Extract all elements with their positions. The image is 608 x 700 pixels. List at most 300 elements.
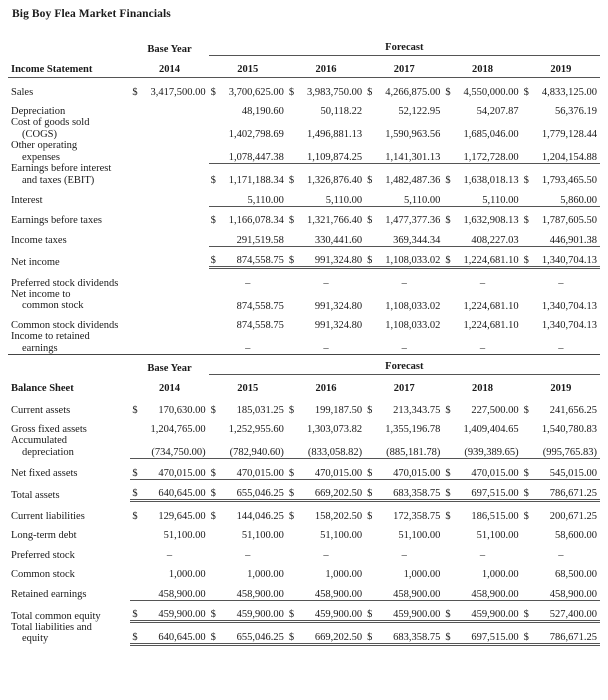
table-cell-value: 1,779,128.44 (541, 129, 597, 141)
table-cell-value: (782,940.60) (209, 435, 287, 458)
table-cell-value: $ 640,645.00 (130, 622, 208, 645)
currency-symbol: $ (367, 404, 373, 416)
table-cell-value: 408,227.03 (443, 226, 521, 246)
table-cell-value: 1,224,681.10 (463, 300, 519, 312)
table-cell-value: $ 1,321,766.40 (287, 206, 365, 226)
table-cell-value: 874,558.75 (236, 320, 284, 332)
currency-symbol: $ (367, 86, 373, 98)
row-label-line1: Earnings before interest (11, 163, 112, 175)
row-label: Total common equity (11, 610, 101, 622)
table-cell-value: – (323, 549, 329, 561)
table-row (8, 312, 600, 332)
table-row (8, 186, 600, 206)
table-cell-value: $ 129,645.00 (132, 510, 206, 522)
table-row (8, 226, 600, 246)
currency-symbol: $ (210, 510, 216, 522)
currency-symbol: $ (445, 404, 451, 416)
table-cell-value: 991,324.80 (314, 300, 363, 312)
table-cell-value: 1,078,447.38 (209, 140, 287, 163)
row-label: Preferred stock (11, 549, 75, 561)
table-cell-value (130, 140, 208, 163)
table-cell-value: 56,376.19 (555, 106, 597, 117)
table-cell-value: – (323, 277, 329, 289)
table-row (8, 541, 600, 561)
table-row (8, 416, 600, 436)
table-cell-value: 1,355,196.78 (385, 424, 441, 436)
table-cell-value: $ 3,417,500.00 (132, 86, 206, 98)
table-row (8, 163, 600, 186)
table-cell-value: $ 4,266,875.00 (367, 86, 441, 98)
currency-symbol: $ (132, 86, 138, 98)
year-header-2018: 2018 (472, 64, 494, 75)
table-cell-value: $ 185,031.25 (210, 404, 284, 416)
row-label: Long-term debt (11, 530, 77, 542)
currency-symbol: $ (523, 86, 529, 98)
table-cell-value (130, 312, 208, 332)
table-cell-value: $ 1,787,605.50 (522, 206, 600, 226)
table-row (8, 140, 600, 163)
table-cell-value: – (479, 277, 486, 289)
currency-symbol: $ (523, 215, 529, 227)
table-cell-value: 5,860.00 (522, 186, 600, 206)
table-cell-value: 1,204,154.88 (522, 140, 600, 163)
currency-symbol: $ (523, 255, 529, 267)
table-cell-value: $ 3,700,625.00 (210, 86, 284, 98)
currency-symbol: $ (445, 467, 451, 479)
table-row (8, 622, 600, 645)
table-cell-value: 50,118.22 (320, 106, 363, 117)
table-cell-value: – (401, 343, 407, 355)
row-label: Net fixed assets (11, 468, 78, 480)
table-cell-value: – (166, 549, 173, 561)
spacer-cell (8, 36, 130, 56)
table-cell-value (130, 117, 208, 140)
currency-symbol: $ (445, 488, 451, 500)
table-row (8, 289, 600, 312)
table-cell-value: $ 786,671.25 (522, 479, 600, 501)
table-cell-value: 51,100.00 (398, 530, 441, 542)
table-cell-value: – (323, 343, 329, 355)
table-cell-value: $ 669,202.50 (287, 479, 365, 501)
row-label-line2: common stock (22, 300, 84, 312)
year-header-bs-2019: 2019 (550, 383, 572, 395)
currency-symbol: $ (523, 467, 529, 479)
currency-symbol: $ (367, 510, 373, 522)
table-cell-value: 1,224,681.10 (463, 320, 519, 332)
table-cell-value: $ 1,166,078.34 (209, 206, 287, 226)
table-cell-value: $ 459,900.00 (365, 600, 443, 622)
table-cell-value: $ 200,671.25 (523, 510, 597, 522)
table-cell-value: – (245, 343, 251, 355)
table-cell-value (130, 246, 208, 268)
table-cell-value: 1,141,301.13 (365, 140, 443, 163)
forecast-header-bs: Forecast (209, 355, 600, 375)
table-cell-value: $ 172,358.75 (367, 510, 441, 522)
table-cell-value: (885,181.78) (365, 435, 443, 458)
row-label: Net income (11, 256, 60, 268)
table-cell-value: 1,000.00 (403, 569, 441, 581)
table-cell-value: 48,190.60 (241, 106, 284, 117)
currency-symbol: $ (210, 404, 216, 416)
table-cell-value: $ 786,671.25 (522, 622, 600, 645)
table-cell-value: $ 459,900.00 (130, 600, 208, 622)
table-cell-value: $ 1,224,681.10 (443, 246, 521, 268)
table-row (8, 246, 600, 268)
row-label-line2: (COGS) (22, 128, 58, 140)
table-cell-value: $ 683,358.75 (365, 622, 443, 645)
table-cell-value: $ 1,171,188.34 (209, 163, 287, 186)
table-cell-value: 1,303,073.82 (307, 424, 363, 436)
row-label (8, 163, 130, 186)
table-cell-value: 51,100.00 (320, 530, 363, 542)
table-row (8, 117, 600, 140)
table-cell-value: $ 669,202.50 (287, 622, 365, 645)
table-cell-value: (833,058.82) (287, 435, 365, 458)
currency-symbol: $ (445, 215, 451, 227)
table-row (8, 78, 600, 98)
table-cell-value: 458,900.00 (130, 580, 208, 600)
table-cell-value: 1,685,046.00 (463, 129, 519, 141)
year-header-2015: 2015 (237, 64, 259, 75)
table-cell-value: 1,000.00 (481, 569, 519, 581)
table-cell-value: $ 640,645.00 (130, 479, 208, 501)
table-cell-value: $ 186,515.00 (445, 510, 519, 522)
currency-symbol: $ (288, 215, 295, 227)
table-cell-value: $ 144,046.25 (210, 510, 284, 522)
currency-symbol: $ (288, 255, 295, 267)
currency-symbol: $ (445, 255, 451, 267)
table-row (8, 501, 600, 522)
row-label (8, 435, 130, 458)
spacer-cell (8, 355, 130, 375)
table-row (8, 459, 600, 480)
row-label-line1: Income to retained (11, 331, 90, 343)
row-label: Income taxes (11, 235, 67, 247)
row-label: Gross fixed assets (11, 424, 87, 436)
year-header-2017: 2017 (393, 64, 415, 75)
currency-symbol: $ (210, 215, 216, 227)
table-cell-value: $ 683,358.75 (365, 479, 443, 501)
table-cell-value: – (401, 277, 407, 289)
table-cell-value: 874,558.75 (236, 300, 284, 312)
table-row (8, 522, 600, 542)
table-row (8, 435, 600, 458)
table-cell-value: 446,901.38 (522, 226, 600, 246)
table-cell-value: $ 697,515.00 (443, 622, 521, 645)
currency-symbol: $ (210, 467, 216, 479)
currency-symbol: $ (132, 632, 138, 644)
table-cell-value: 51,100.00 (241, 530, 284, 542)
currency-symbol: $ (288, 632, 295, 644)
currency-symbol: $ (445, 632, 451, 644)
table-cell-value: 458,900.00 (522, 580, 600, 600)
income-statement-body (8, 78, 600, 354)
year-header-bs-2014: 2014 (159, 383, 181, 395)
currency-symbol: $ (367, 175, 373, 187)
table-row (8, 206, 600, 226)
table-cell-value: 1,540,780.83 (541, 424, 597, 436)
table-cell-value: 51,100.00 (476, 530, 519, 542)
table-row (8, 98, 600, 118)
table-cell-value: $ 459,900.00 (287, 600, 365, 622)
table-cell-value: $ 1,632,908.13 (443, 206, 521, 226)
currency-symbol: $ (132, 488, 138, 500)
table-cell-value (130, 289, 208, 312)
currency-symbol: $ (445, 175, 451, 187)
table-cell-value: 51,100.00 (163, 530, 206, 542)
table-cell-value: 458,900.00 (287, 580, 365, 600)
currency-symbol: $ (288, 86, 295, 98)
income-statement-header-group (8, 36, 600, 78)
table-cell-value: $ 1,340,704.13 (522, 246, 600, 268)
year-header-2019: 2019 (550, 64, 572, 75)
table-cell-value: $ 170,630.00 (132, 404, 206, 416)
table-cell-value: $ 991,324.80 (287, 246, 365, 268)
year-header-2014: 2014 (159, 64, 181, 75)
row-label-line2: expenses (22, 151, 60, 163)
table-row (8, 396, 600, 416)
table-cell-value (130, 331, 208, 354)
row-label (8, 117, 130, 140)
table-cell-value: $ 470,015.00 (443, 459, 521, 480)
row-label-line1: Other operating (11, 140, 78, 152)
currency-symbol: $ (210, 86, 216, 98)
currency-symbol: $ (523, 609, 529, 621)
currency-symbol: $ (210, 488, 216, 500)
currency-symbol: $ (132, 609, 138, 621)
currency-symbol: $ (523, 404, 529, 416)
year-header-bs-2015: 2015 (237, 383, 259, 395)
base-year-header-bs: Base Year (147, 362, 192, 374)
currency-symbol: $ (288, 488, 295, 500)
table-cell-value: 1,402,798.69 (228, 129, 284, 141)
table-cell-value: $ 158,202.50 (288, 510, 363, 522)
table-cell-value: – (558, 277, 564, 289)
table-cell-value: $ 527,400.00 (522, 600, 600, 622)
table-cell-value: 1,108,033.02 (385, 300, 441, 312)
page-title: Big Boy Flea Market Financials (12, 8, 171, 20)
currency-symbol: $ (210, 609, 216, 621)
table-cell-value: 1,340,704.13 (541, 300, 597, 312)
table-cell-value: $ 697,515.00 (443, 479, 521, 501)
table-cell-value: $ 545,015.00 (522, 459, 600, 480)
table-cell-value: 1,108,033.02 (385, 320, 441, 332)
balance-sheet-table (8, 355, 600, 646)
row-label (8, 289, 130, 312)
table-cell-value: $ 1,482,487.36 (365, 163, 443, 186)
table-cell-value: 1,000.00 (168, 569, 206, 581)
table-cell-value: 5,110.00 (287, 186, 365, 206)
table-cell-value: 1,109,874.25 (287, 140, 365, 163)
table-cell-value: 52,122.95 (398, 106, 441, 117)
table-cell-value: (995,765.83) (522, 435, 600, 458)
table-cell-value: 1,340,704.13 (541, 320, 597, 332)
row-label-line1: Net income to (11, 288, 71, 300)
row-label-line2: and taxes (EBIT) (22, 174, 95, 186)
table-row (8, 580, 600, 600)
currency-symbol: $ (288, 404, 295, 416)
table-cell-value: $ 213,343.75 (367, 404, 441, 416)
table-cell-value: 68,500.00 (555, 569, 597, 581)
table-cell-value: 1,000.00 (247, 569, 284, 581)
currency-symbol: $ (367, 255, 373, 267)
currency-symbol: $ (288, 510, 295, 522)
row-label (8, 140, 130, 163)
table-cell-value: $ 3,983,750.00 (288, 86, 363, 98)
table-cell-value (130, 163, 208, 186)
table-cell-value: $ 459,900.00 (443, 600, 521, 622)
balance-sheet-body (8, 396, 600, 644)
table-cell-value: 1,409,404.65 (463, 424, 519, 436)
income-year-header-row (8, 56, 600, 78)
table-cell-value: 5,110.00 (209, 186, 287, 206)
table-cell-value: $ 1,638,018.13 (443, 163, 521, 186)
row-label-line1: Cost of goods sold (11, 117, 90, 128)
table-row (8, 331, 600, 354)
currency-symbol: $ (132, 404, 138, 416)
table-row (8, 479, 600, 501)
table-cell-value: 1,496,881.13 (307, 129, 363, 141)
row-label (8, 622, 130, 645)
table-cell-value: (939,389.65) (443, 435, 521, 458)
table-cell-value: $ 199,187.50 (288, 404, 363, 416)
table-cell-value: 330,441.60 (287, 226, 365, 246)
table-cell-value: 458,900.00 (443, 580, 521, 600)
currency-symbol: $ (367, 632, 373, 644)
balance-year-header-row (8, 375, 600, 397)
balance-sheet-label: Balance Sheet (11, 383, 74, 395)
year-header-2016: 2016 (315, 64, 337, 75)
table-cell-value: – (401, 549, 407, 561)
table-cell-value: – (245, 277, 251, 289)
balance-group-header-row (8, 355, 600, 375)
table-cell-value: $ 874,558.75 (209, 246, 287, 268)
table-cell-value: $ 470,015.00 (209, 459, 287, 480)
table-cell-value: $ 1,793,465.50 (522, 163, 600, 186)
row-label-line1: Total liabilities and (11, 621, 92, 633)
table-cell-value (130, 206, 208, 226)
row-label: Common stock dividends (11, 320, 119, 332)
currency-symbol: $ (445, 510, 451, 522)
table-cell-value (130, 268, 208, 289)
income-statement-table (8, 36, 600, 354)
table-cell-value: $ 1,326,876.40 (287, 163, 365, 186)
row-label (8, 331, 130, 354)
table-cell-value: – (558, 343, 564, 355)
base-year-header: Base Year (147, 43, 192, 55)
table-row (8, 600, 600, 622)
row-label: Common stock (11, 569, 75, 581)
table-cell-value: (734,750.00) (130, 435, 208, 458)
table-cell-value: 1,000.00 (325, 569, 363, 581)
year-header-bs-2016: 2016 (315, 383, 337, 395)
currency-symbol: $ (132, 467, 138, 479)
income-group-header-row (8, 36, 600, 56)
currency-symbol: $ (367, 609, 373, 621)
table-cell-value (130, 226, 208, 246)
table-cell-value: 458,900.00 (209, 580, 287, 600)
currency-symbol: $ (367, 488, 373, 500)
table-cell-value: $ 470,015.00 (287, 459, 365, 480)
table-cell-value: 291,519.58 (209, 226, 287, 246)
currency-symbol: $ (523, 510, 529, 522)
row-label-line2: earnings (22, 342, 58, 354)
table-cell-value: 1,590,963.56 (385, 129, 441, 141)
currency-symbol: $ (523, 488, 529, 500)
income-statement-label: Income Statement (11, 64, 93, 75)
currency-symbol: $ (523, 175, 529, 187)
row-label: Current liabilities (11, 510, 85, 522)
table-cell-value: 58,600.00 (555, 530, 597, 542)
table-cell-value: $ 655,046.25 (209, 479, 287, 501)
table-cell-value: $ 1,108,033.02 (365, 246, 443, 268)
table-cell-value: – (245, 549, 251, 561)
table-cell-value: $ 459,900.00 (209, 600, 287, 622)
table-cell-value: 458,900.00 (365, 580, 443, 600)
row-label: Total assets (11, 489, 60, 501)
table-cell-value: – (558, 549, 564, 561)
table-cell-value: $ 470,015.00 (130, 459, 208, 480)
currency-symbol: $ (132, 510, 138, 522)
forecast-header: Forecast (209, 36, 600, 56)
table-cell-value: 1,204,765.00 (150, 424, 206, 436)
table-cell-value: 5,110.00 (443, 186, 521, 206)
table-cell-value: 1,252,955.60 (228, 424, 284, 436)
table-cell-value: $ 1,477,377.36 (365, 206, 443, 226)
table-row (8, 561, 600, 581)
table-cell-value: 54,207.87 (476, 106, 519, 117)
table-cell-value: $ 4,833,125.00 (523, 86, 597, 98)
row-label-line2: depreciation (22, 447, 74, 459)
table-cell-value: 5,110.00 (365, 186, 443, 206)
currency-symbol: $ (523, 632, 529, 644)
row-label: Earnings before taxes (11, 215, 102, 227)
table-cell-value: $ 4,550,000.00 (445, 86, 519, 98)
table-cell-value: $ 470,015.00 (365, 459, 443, 480)
currency-symbol: $ (288, 467, 295, 479)
table-cell-value: – (479, 343, 486, 355)
table-cell-value (130, 186, 208, 206)
currency-symbol: $ (445, 86, 451, 98)
row-label: Preferred stock dividends (11, 277, 119, 289)
balance-sheet-header-group (8, 355, 600, 396)
year-header-bs-2018: 2018 (472, 383, 494, 395)
row-label-line1: Accumulated (11, 435, 67, 447)
currency-symbol: $ (210, 632, 216, 644)
row-label: Depreciation (11, 106, 66, 117)
table-cell-value: 369,344.34 (365, 226, 443, 246)
table-row (8, 268, 600, 289)
table-cell-value (130, 98, 208, 118)
row-label: Sales (11, 86, 34, 98)
table-cell-value: 1,172,728.00 (443, 140, 521, 163)
year-header-bs-2017: 2017 (393, 383, 415, 395)
currency-symbol: $ (210, 255, 216, 267)
row-label: Current assets (11, 404, 71, 416)
table-cell-value: – (479, 549, 486, 561)
table-cell-value: $ 655,046.25 (209, 622, 287, 645)
currency-symbol: $ (445, 609, 451, 621)
table-cell-value: $ 227,500.00 (445, 404, 519, 416)
table-cell-value: $ 241,656.25 (523, 404, 597, 416)
table-cell-value: 991,324.80 (314, 320, 363, 332)
currency-symbol: $ (210, 175, 216, 187)
currency-symbol: $ (367, 215, 373, 227)
currency-symbol: $ (367, 467, 373, 479)
row-label: Interest (11, 195, 43, 207)
row-label-line2: equity (22, 633, 49, 645)
currency-symbol: $ (288, 609, 295, 621)
